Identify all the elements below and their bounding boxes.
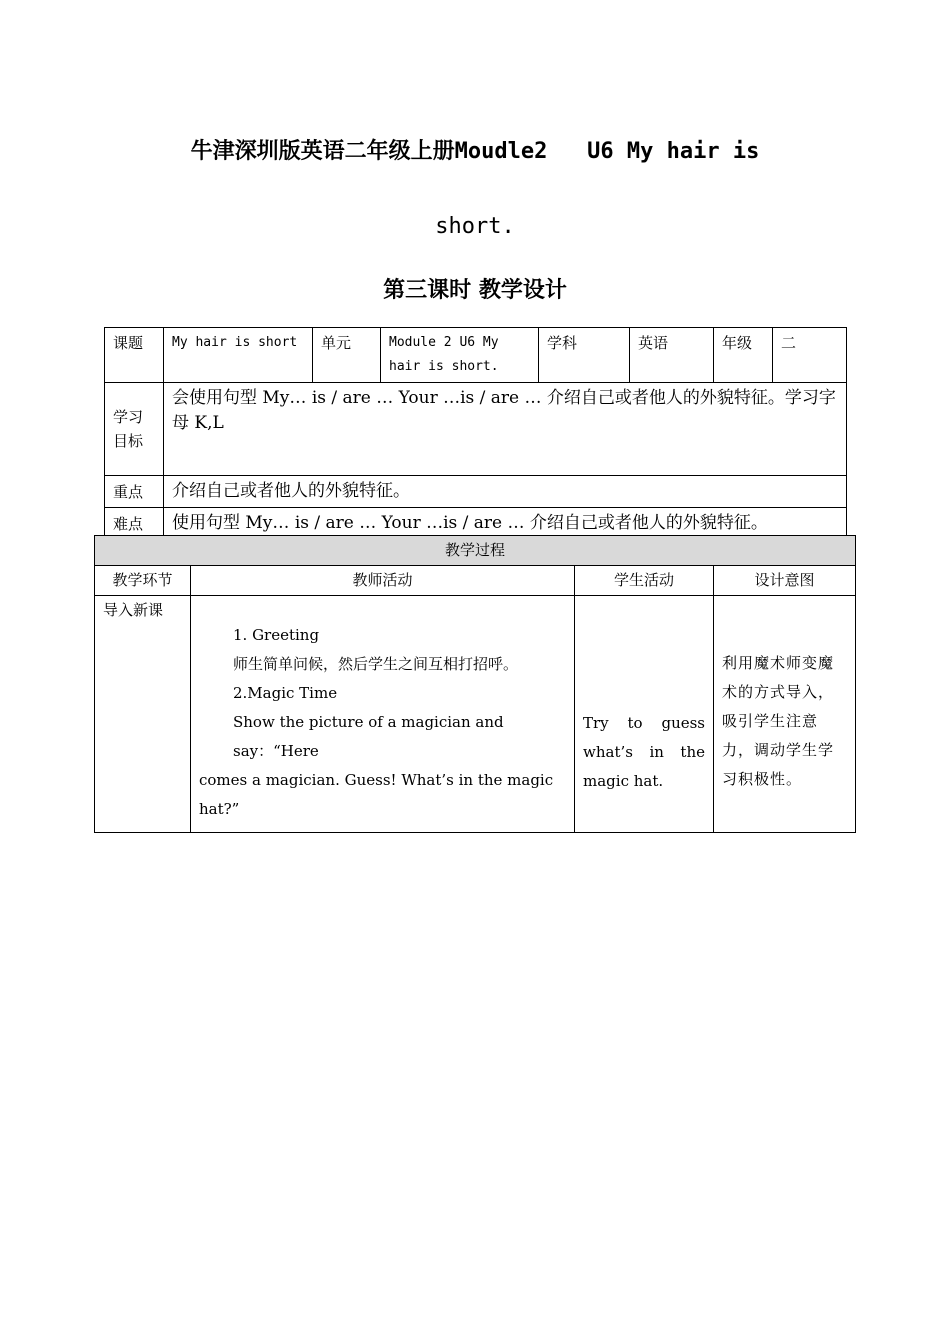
doc-title-line1: 牛津深圳版英语二年级上册Moudle2 U6 My hair is [190,139,760,164]
student-activity-cell: Try to guess what’s in the magic hat. [575,596,714,833]
topic-value: My hair is short [164,328,313,383]
difficulty-label: 难点 [105,508,164,540]
col-stage-header: 教学环节 [95,566,191,596]
key-label: 重点 [105,476,164,508]
teacher-step1-desc: 师生简单问候，然后学生之间互相打招呼。 [233,655,519,673]
goal-value: 会使用句型 My… is / are … Your …is / are … 介绍自己或者他人的外貌特征。学习字母 K,L [164,383,847,476]
topic-label: 课题 [105,328,164,383]
teaching-process-table [94,535,856,833]
col-design-header: 设计意图 [714,566,856,596]
grade-value: 二 [773,328,847,383]
unit-value: Module 2 U6 My hair is short. [381,328,539,383]
doc-title-line2: short. [435,214,515,239]
teacher-step1: 1. Greeting [233,626,320,644]
grade-label: 年级 [714,328,773,383]
teacher-activity-cell [191,596,575,833]
teacher-step2: 2.Magic Time [233,684,338,702]
unit-label: 单元 [313,328,381,383]
col-student-header: 学生活动 [575,566,714,596]
teacher-step2-desc-cont: comes a magician. Guess! What’s in the magic hat?” [199,771,554,818]
goal-label: 学习目标 [105,383,164,476]
process-header: 教学过程 [95,536,856,566]
subject-label: 学科 [539,328,630,383]
stage-cell: 导入新课 [95,596,191,833]
key-value: 介绍自己或者他人的外貌特征。 [164,476,847,508]
teacher-step2-desc: Show the picture of a magician and say：“Here [233,713,504,760]
doc-subtitle: 第三课时 教学设计 [383,278,567,303]
table-row [95,596,856,833]
design-intent-cell: 利用魔术师变魔术的方式导入，吸引学生注意力，调动学生学习积极性。 [714,596,856,833]
subject-value: 英语 [630,328,714,383]
lesson-info-table [104,327,847,540]
col-teacher-header: 教师活动 [191,566,575,596]
difficulty-value: 使用句型 My… is / are … Your …is / are … 介绍自己或者他人的外貌特征。 [164,508,847,540]
